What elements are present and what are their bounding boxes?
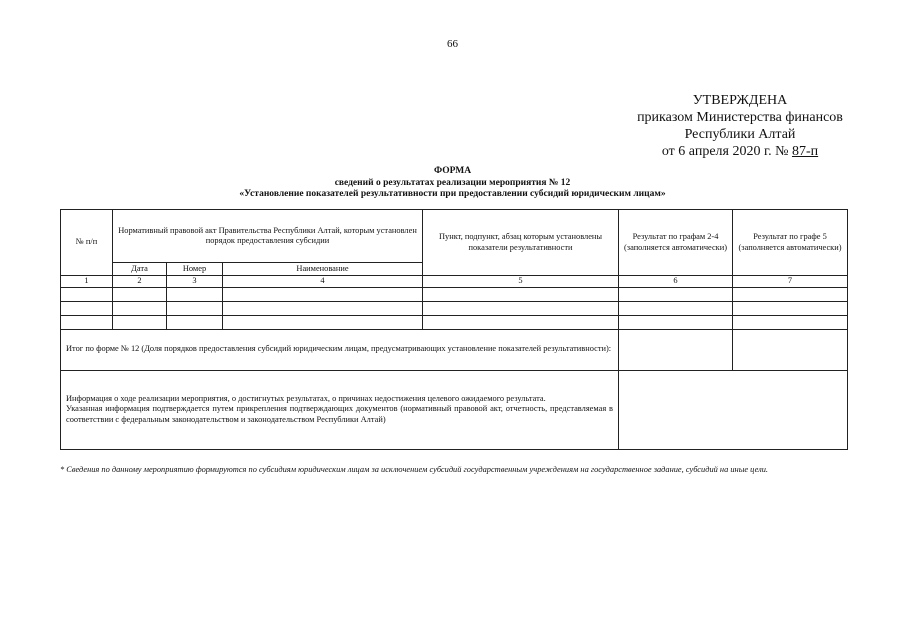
cell bbox=[733, 301, 848, 315]
table-row bbox=[61, 287, 848, 301]
cell bbox=[619, 287, 733, 301]
cell bbox=[61, 301, 113, 315]
cell bbox=[619, 315, 733, 329]
form-title-heading: ФОРМА bbox=[433, 166, 472, 176]
cell bbox=[113, 315, 167, 329]
approval-stamp bbox=[600, 92, 880, 160]
cell bbox=[423, 315, 619, 329]
info-text-progress: Информация о ходе реализации мероприятия, о достигнутых результатах, о причинах недостижения целевого ожидаемого результата. bbox=[66, 393, 546, 403]
info-row-text bbox=[61, 370, 619, 449]
info-value-cell bbox=[619, 370, 848, 449]
header-date: Дата bbox=[113, 263, 167, 276]
header-legal-act: Нормативный правовой акт Правительства Республики Алтай, которым установлен порядок предоставления субсидии bbox=[113, 210, 423, 263]
cell bbox=[733, 315, 848, 329]
approval-title: УТВЕРЖДЕНА bbox=[692, 93, 788, 108]
cell bbox=[113, 301, 167, 315]
column-index: 5 bbox=[423, 276, 619, 288]
info-row bbox=[61, 370, 848, 449]
cell bbox=[167, 287, 223, 301]
cell bbox=[733, 287, 848, 301]
cell bbox=[113, 287, 167, 301]
form-title-subheading: сведений о результатах реализации мероприятия № 12 bbox=[334, 177, 571, 188]
column-index-row bbox=[61, 276, 848, 288]
total-result-5 bbox=[733, 329, 848, 370]
column-index: 6 bbox=[619, 276, 733, 288]
cell bbox=[223, 315, 423, 329]
table-row bbox=[61, 301, 848, 315]
report-table bbox=[60, 209, 848, 450]
form-title-measure: «Установление показателей результативности при предоставлении субсидий юридическим лицам» bbox=[239, 189, 666, 199]
column-index: 2 bbox=[113, 276, 167, 288]
column-index: 7 bbox=[733, 276, 848, 288]
header-result-2-4: Результат по графам 2-4 (заполняется автоматически) bbox=[619, 210, 733, 276]
approval-republic: Республики Алтай bbox=[684, 127, 796, 142]
column-index: 1 bbox=[61, 276, 113, 288]
header-name: Наименование bbox=[223, 263, 423, 276]
form-title bbox=[60, 166, 845, 201]
cell bbox=[167, 301, 223, 315]
cell bbox=[61, 315, 113, 329]
approval-order: приказом Министерства финансов bbox=[637, 110, 843, 125]
column-index: 3 bbox=[167, 276, 223, 288]
header-result-5: Результат по графе 5 (заполняется автоматически) bbox=[733, 210, 848, 276]
total-row bbox=[61, 329, 848, 370]
cell bbox=[423, 287, 619, 301]
header-number: Номер bbox=[167, 263, 223, 276]
header-clause: Пункт, подпункт, абзац которым установлены показатели результативности bbox=[423, 210, 619, 276]
approval-order-number: 87-п bbox=[791, 144, 819, 159]
cell bbox=[223, 287, 423, 301]
footnote: * Сведения по данному мероприятию формируются по субсидиям юридическим лицам за исключением субсидий государственным учреждениям на государственное задание, субсидий на иные цели. bbox=[60, 465, 769, 474]
cell bbox=[61, 287, 113, 301]
approval-date-line bbox=[600, 143, 880, 160]
cell bbox=[223, 301, 423, 315]
total-result-2-4 bbox=[619, 329, 733, 370]
cell bbox=[423, 301, 619, 315]
column-index: 4 bbox=[223, 276, 423, 288]
approval-date: от 6 апреля 2020 г. № bbox=[661, 144, 789, 159]
total-row-text: Итог по форме № 12 (Доля порядков предоставления субсидий юридическим лицам, предусматривающих установление показателей результативности): bbox=[61, 329, 619, 370]
info-text-confirmation: Указанная информация подтверждается путем прикрепления подтверждающих документов (нормативный правовой акт, отчетность, представляемая в соответствии с федеральным законодательством и законодательством Республики Алтай) bbox=[66, 404, 614, 424]
header-npp: № п/п bbox=[61, 210, 113, 276]
cell bbox=[619, 301, 733, 315]
page-number: 66 bbox=[447, 38, 458, 50]
table-row bbox=[61, 315, 848, 329]
cell bbox=[167, 315, 223, 329]
